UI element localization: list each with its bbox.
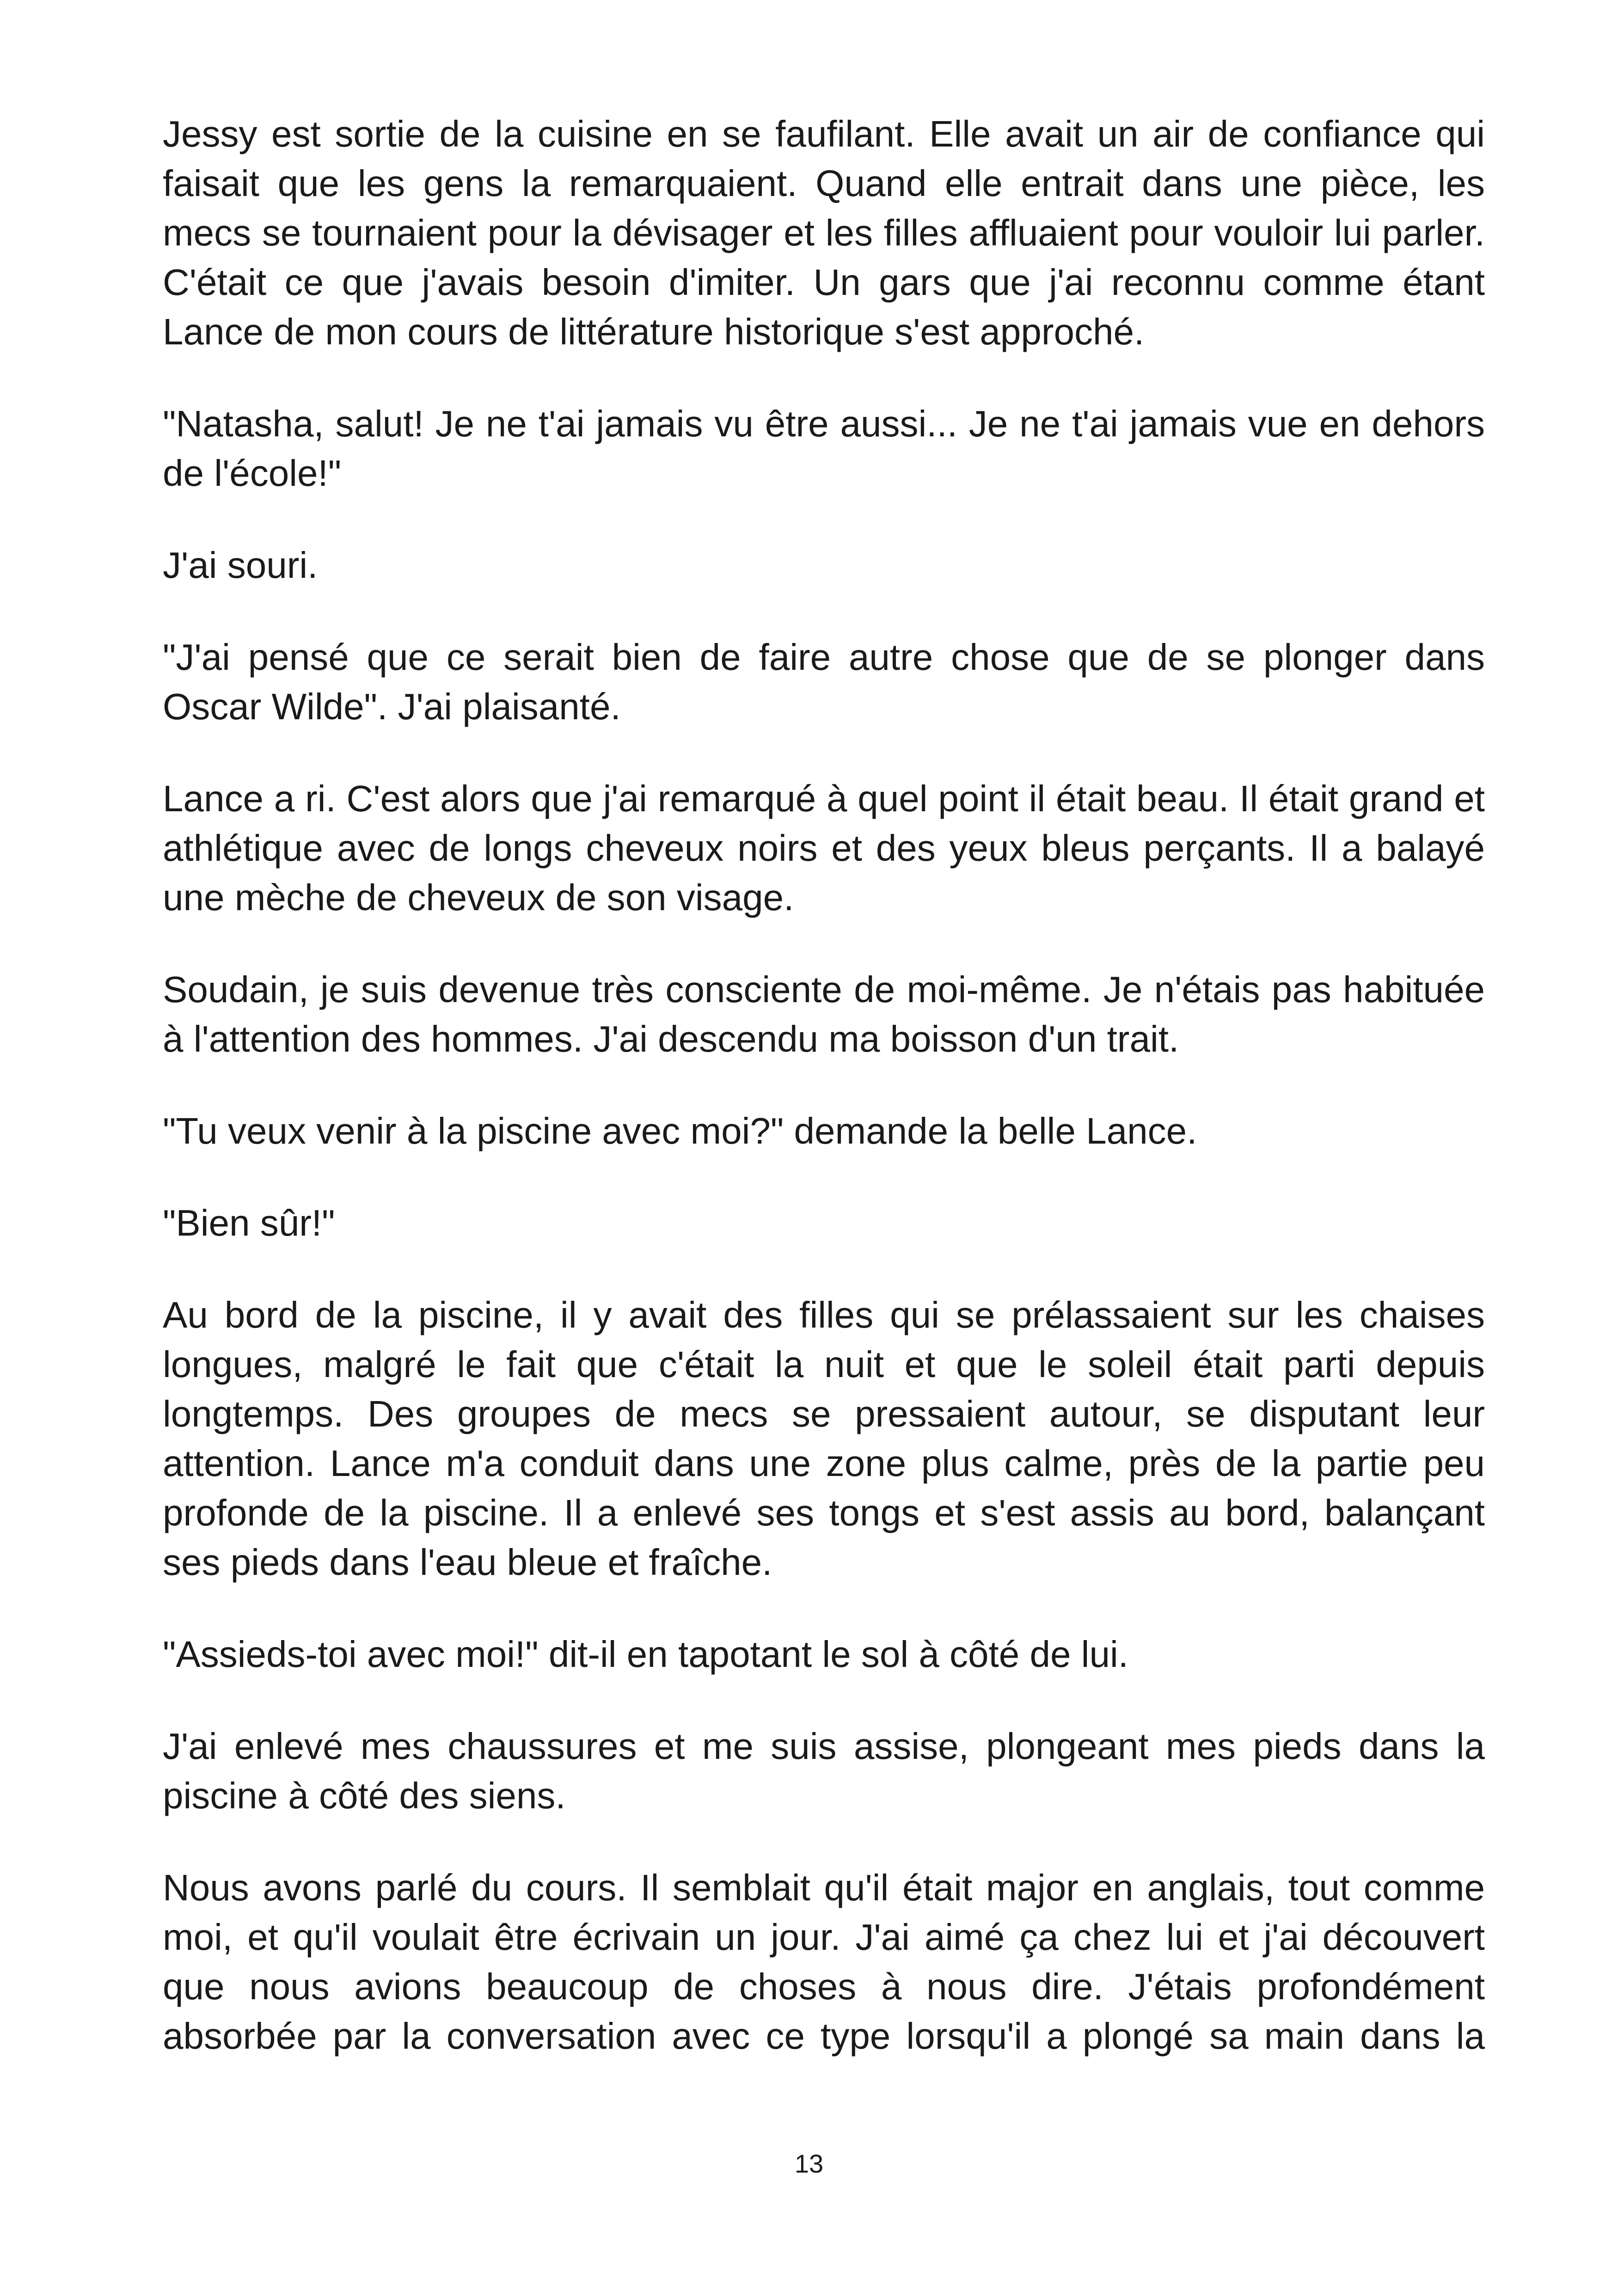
paragraph-2: "Natasha, salut! Je ne t'ai jamais vu être aussi... Je ne t'ai jamais vue en dehors de l'école!" xyxy=(163,403,1485,494)
paragraph-12: Nous avons parlé du cours. Il semblait qu'il était major en anglais, tout comme moi, et qu'il voulait être écrivain un jour. J'ai aimé ça chez lui et j'ai découvert que nous avions beaucoup de choses à nous dire. J'étais profondément absorbée par la conversation avec ce type lorsqu'il a plongé sa main dans la xyxy=(163,1867,1485,2057)
paragraph-11: J'ai enlevé mes chaussures et me suis assise, plongeant mes pieds dans la piscine à côté des siens. xyxy=(163,1726,1485,1816)
paragraph-5: Lance a ri. C'est alors que j'ai remarqué à quel point il était beau. Il était grand et athlétique avec de longs cheveux noirs et des yeux bleus perçants. Il a balayé une mèche de cheveux de son visage. xyxy=(163,778,1485,918)
paragraph-3: J'ai souri. xyxy=(163,545,318,586)
paragraph-8: "Bien sûr!" xyxy=(163,1202,335,1243)
page-number: 13 xyxy=(794,2149,824,2178)
body-text xyxy=(163,109,1485,2061)
paragraph-7: "Tu veux venir à la piscine avec moi?" demande la belle Lance. xyxy=(163,1110,1197,1151)
paragraph-9: Au bord de la piscine, il y avait des filles qui se prélassaient sur les chaises longues, malgré le fait que c'était la nuit et que le soleil était parti depuis longtemps. Des groupes de mecs se pressaient autour, se disputant leur attention. Lance m'a conduit dans une zone plus calme, près de la partie peu profonde de la piscine. Il a enlevé ses tongs et s'est assis au bord, balançant ses pieds dans l'eau bleue et fraîche. xyxy=(163,1294,1485,1583)
paragraph-10: "Assieds-toi avec moi!" dit-il en tapotant le sol à côté de lui. xyxy=(163,1634,1128,1675)
paragraph-4: "J'ai pensé que ce serait bien de faire autre chose que de se plonger dans Oscar Wilde". J'ai plaisanté. xyxy=(163,637,1485,727)
paragraph-6: Soudain, je suis devenue très consciente de moi-même. Je n'étais pas habituée à l'attention des hommes. J'ai descendu ma boisson d'un trait. xyxy=(163,969,1485,1059)
paragraph-1: Jessy est sortie de la cuisine en se faufilant. Elle avait un air de confiance qui faisait que les gens la remarquaient. Quand elle entrait dans une pièce, les mecs se tournaient pour la dévisager et les filles affluaient pour vouloir lui parler. C'était ce que j'avais besoin d'imiter. Un gars que j'ai reconnu comme étant Lance de mon cours de littérature historique s'est approché. xyxy=(163,113,1485,352)
